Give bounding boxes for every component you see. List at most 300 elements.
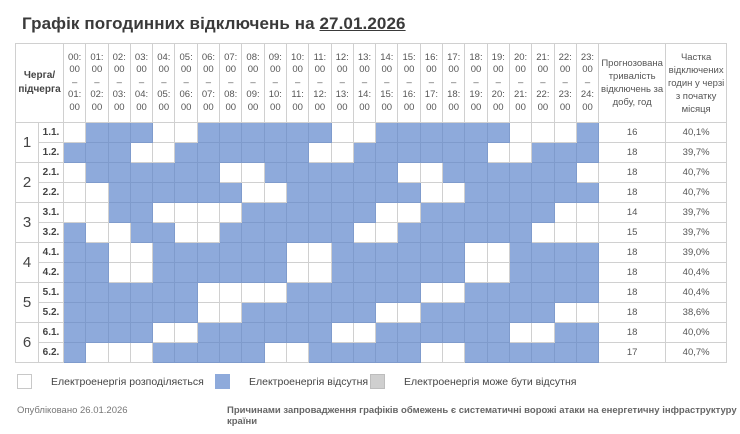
subqueue-label: 5.2. [39, 303, 64, 323]
outage-cell [197, 183, 219, 203]
subqueue-label: 1.1. [39, 123, 64, 143]
subqueue-label: 3.2. [39, 223, 64, 243]
power-cell [64, 123, 86, 143]
outage-cell [353, 263, 375, 283]
outage-cell [64, 263, 86, 283]
outage-cell [532, 303, 554, 323]
hour-header-part: – [384, 76, 390, 88]
hour-header-part: 00 [537, 101, 549, 113]
power-cell [197, 303, 219, 323]
power-cell [376, 303, 398, 323]
outage-cell [487, 283, 509, 303]
outage-cell [175, 183, 197, 203]
outage-cell [220, 263, 242, 283]
subqueue-label: 4.1. [39, 243, 64, 263]
hour-header [264, 44, 286, 123]
hour-header-part: – [294, 76, 301, 88]
outage-cell [376, 123, 398, 143]
power-cell [64, 203, 86, 223]
outage-cell [509, 343, 531, 363]
power-cell [64, 163, 86, 183]
hour-header-part: 00 [559, 101, 571, 113]
hour-header-part: – [495, 76, 501, 88]
outage-cell [353, 143, 375, 163]
outage-cell [509, 283, 531, 303]
hour-header-part: 17: [447, 51, 461, 63]
hour-header-part: 13: [357, 51, 372, 63]
hour-header-part: 15: [380, 89, 394, 101]
outage-cell [86, 143, 108, 163]
outage-cell [108, 323, 130, 343]
outage-cell [443, 263, 465, 283]
outage-cell [242, 263, 264, 283]
hour-header-part: 00 [403, 101, 415, 113]
power-cell [576, 203, 598, 223]
outage-cell [286, 123, 308, 143]
subqueue-label: 6.1. [39, 323, 64, 343]
power-cell [376, 203, 398, 223]
hour-header-part: – [451, 76, 457, 88]
outage-cell [509, 263, 531, 283]
outage-cell [331, 203, 353, 223]
outage-cell [264, 223, 286, 243]
legend-maybe-label: Електроенергія може бути відсутня [404, 375, 577, 388]
outage-cell [64, 283, 86, 303]
power-cell [509, 323, 531, 343]
outage-cell [465, 183, 487, 203]
subqueue-label: 3.1. [39, 203, 64, 223]
hour-header-part: 00 [113, 64, 125, 76]
hour-header-part: 17: [424, 89, 438, 101]
month-share: 39,7% [666, 223, 727, 243]
month-share: 40,1% [666, 123, 727, 143]
outage-cell [487, 163, 509, 183]
hour-header-part: – [250, 76, 256, 88]
outage-cell [264, 123, 286, 143]
hour-header-part: 00 [537, 64, 549, 76]
outage-cell [376, 243, 398, 263]
header-row [16, 44, 727, 123]
power-cell [108, 343, 130, 363]
hour-header-part: 19: [491, 51, 505, 63]
hour-header [309, 44, 331, 123]
share-header: Частка відключених годин у черзі з початку місяця [666, 44, 727, 123]
outage-cell [242, 223, 264, 243]
outage-cell [86, 243, 108, 263]
hour-header-part: 21: [513, 89, 528, 101]
hour-header-part: 03: [112, 89, 126, 101]
outage-cell [130, 323, 152, 343]
outage-cell [264, 263, 286, 283]
month-share: 40,7% [666, 183, 727, 203]
outage-cell [509, 163, 531, 183]
month-share: 39,7% [666, 143, 727, 163]
hour-header-part: 00 [493, 64, 504, 76]
hour-header [242, 44, 264, 123]
forecast-hours: 18 [599, 303, 666, 323]
outage-cell [487, 203, 509, 223]
power-cell [487, 263, 509, 283]
hour-header-part: 06: [201, 51, 216, 63]
hour-header-part: – [562, 76, 568, 88]
subqueue-label: 6.2. [39, 343, 64, 363]
power-cell [130, 343, 152, 363]
hour-header-part: 11: [291, 89, 304, 101]
hour-header-part: 08: [224, 89, 238, 101]
hour-header-part: 18: [447, 89, 461, 101]
queue-number: 3 [16, 203, 39, 243]
power-cell [153, 123, 175, 143]
outage-cell [509, 243, 531, 263]
hour-header-part: 00 [336, 64, 348, 76]
outage-cell [242, 343, 264, 363]
outage-cell [353, 283, 375, 303]
power-cell [532, 323, 554, 343]
subqueue-label: 2.2. [39, 183, 64, 203]
outage-cell [398, 323, 420, 343]
hour-header-part: – [161, 76, 167, 88]
forecast-hours: 18 [599, 163, 666, 183]
outage-cell [554, 183, 576, 203]
outage-cell [108, 203, 130, 223]
hour-header-part: – [339, 76, 345, 88]
outage-cell [286, 283, 308, 303]
outage-cell [86, 163, 108, 183]
power-cell [532, 123, 554, 143]
outage-cell [353, 243, 375, 263]
outage-cell [220, 183, 242, 203]
outage-cell [86, 283, 108, 303]
power-cell [554, 303, 576, 323]
outage-cell [398, 223, 420, 243]
hour-header-part: 00 [203, 64, 214, 76]
hour-header-part: 00 [493, 101, 504, 113]
outage-cell [443, 123, 465, 143]
month-share: 39,7% [666, 203, 727, 223]
hour-header-part: 05: [157, 89, 171, 101]
power-cell [353, 223, 375, 243]
outage-cell [130, 283, 152, 303]
outage-cell [376, 323, 398, 343]
outage-cell [130, 203, 152, 223]
hour-header [576, 44, 598, 123]
forecast-hours: 18 [599, 283, 666, 303]
outage-cell [353, 343, 375, 363]
power-cell [465, 243, 487, 263]
outage-cell [86, 323, 108, 343]
hour-header [175, 44, 197, 123]
outage-cell [286, 163, 308, 183]
power-cell [86, 343, 108, 363]
hour-header-part: 00 [403, 64, 415, 76]
outage-cell [532, 183, 554, 203]
hour-header-part: 20: [513, 51, 528, 63]
outage-cell [398, 123, 420, 143]
power-cell [331, 143, 353, 163]
hour-header-part: 00 [448, 64, 459, 76]
outage-cell [576, 343, 598, 363]
hour-header-part: 05: [179, 51, 193, 63]
power-cell [443, 343, 465, 363]
outage-cell [286, 303, 308, 323]
outage-cell [64, 323, 86, 343]
power-cell [398, 163, 420, 183]
table-row [16, 263, 727, 283]
outage-cell [331, 163, 353, 183]
outage-cell [175, 283, 197, 303]
table-row [16, 303, 727, 323]
outage-cell [220, 343, 242, 363]
hour-header-part: – [428, 76, 435, 88]
forecast-hours: 18 [599, 323, 666, 343]
outage-cell [197, 243, 219, 263]
power-cell [420, 183, 442, 203]
queue-header [16, 44, 64, 123]
outage-cell [153, 283, 175, 303]
outage-cell [309, 203, 331, 223]
hour-header-part: 00 [359, 64, 370, 76]
hour-header-part: – [228, 76, 234, 88]
hour-header-part: 23: [580, 51, 595, 63]
queue-number: 5 [16, 283, 39, 323]
outage-cell [509, 183, 531, 203]
hour-header [153, 44, 175, 123]
power-cell [286, 343, 308, 363]
hour-header-part: 22: [558, 51, 572, 63]
hour-header-part: – [473, 76, 479, 88]
month-share: 40,0% [666, 323, 727, 343]
power-cell [130, 143, 152, 163]
power-cell [264, 283, 286, 303]
outage-cell [130, 183, 152, 203]
outage-cell [420, 243, 442, 263]
hour-header-part: 00 [515, 101, 526, 113]
hour-header-part: 00 [381, 64, 393, 76]
hour-header [376, 44, 398, 123]
hour-header-part: 06: [179, 89, 193, 101]
hour-header-part: 00 [470, 64, 482, 76]
hour-header-part: 00 [314, 64, 326, 76]
power-cell [576, 223, 598, 243]
footer-note: Причинами запровадження графіків обмежень є систематичні ворожі атаки на енергетичну інфраструктуру країни [227, 405, 737, 427]
outage-cell [197, 143, 219, 163]
hour-header-part: 00 [359, 101, 370, 113]
outage-cell [86, 303, 108, 323]
outage-cell [309, 183, 331, 203]
outage-cell [220, 243, 242, 263]
outage-schedule-table [15, 43, 727, 363]
outage-cell [487, 183, 509, 203]
outage-cell [175, 303, 197, 323]
subqueue-label: 5.1. [39, 283, 64, 303]
hour-header-part: 09: [268, 51, 282, 63]
month-share: 40,4% [666, 283, 727, 303]
table-row [16, 283, 727, 303]
power-cell [443, 183, 465, 203]
hour-header-part: 09: [246, 89, 260, 101]
power-cell [108, 223, 130, 243]
hour-header-part: 00 [69, 64, 80, 76]
legend-available-label: Електроенергія розподіляється [51, 375, 204, 388]
outage-cell [220, 323, 242, 343]
table-row [16, 203, 727, 223]
hour-header-part: 00 [203, 101, 214, 113]
month-share: 40,7% [666, 343, 727, 363]
power-cell [220, 163, 242, 183]
outage-cell [532, 263, 554, 283]
outage-cell [398, 183, 420, 203]
outage-cell [576, 263, 598, 283]
table-row [16, 243, 727, 263]
outage-cell [465, 143, 487, 163]
power-cell [487, 143, 509, 163]
queue-header-line1: Черга/ [23, 70, 56, 81]
outage-cell [465, 203, 487, 223]
outage-cell [420, 143, 442, 163]
outage-cell [64, 223, 86, 243]
power-cell [576, 303, 598, 323]
power-cell [175, 203, 197, 223]
hour-header [509, 44, 531, 123]
hour-header-part: 00 [136, 101, 147, 113]
power-cell [286, 263, 308, 283]
blue-swatch-icon [215, 374, 230, 389]
hour-header-part: 00 [69, 101, 80, 113]
power-cell [86, 223, 108, 243]
hour-header [353, 44, 375, 123]
hour-header-part: 10: [291, 51, 305, 63]
power-cell [465, 263, 487, 283]
hour-header-part: 00 [314, 101, 326, 113]
outage-cell [398, 143, 420, 163]
outage-cell [197, 123, 219, 143]
power-cell [108, 263, 130, 283]
hour-header-part: – [361, 76, 368, 88]
outage-cell [353, 163, 375, 183]
hour-header-part: 16: [424, 51, 438, 63]
outage-cell [465, 323, 487, 343]
outage-cell [242, 143, 264, 163]
hour-header [532, 44, 554, 123]
outage-cell [353, 303, 375, 323]
outage-cell [576, 283, 598, 303]
power-cell [242, 183, 264, 203]
hour-header-part: 16: [402, 89, 416, 101]
hour-header [331, 44, 353, 123]
outage-cell [398, 243, 420, 263]
outage-cell [443, 203, 465, 223]
outage-cell [153, 263, 175, 283]
hour-header-part: 12: [335, 51, 349, 63]
outage-cell [264, 303, 286, 323]
outage-cell [264, 143, 286, 163]
hour-header [220, 44, 242, 123]
forecast-hours: 16 [599, 123, 666, 143]
table-row [16, 343, 727, 363]
subqueue-label: 1.2. [39, 143, 64, 163]
hour-header-part: – [540, 76, 546, 88]
hour-header [197, 44, 219, 123]
outage-cell [554, 283, 576, 303]
hour-header-part: 04: [157, 51, 171, 63]
outage-cell [130, 163, 152, 183]
month-share: 38,6% [666, 303, 727, 323]
outage-cell [576, 243, 598, 263]
power-cell [242, 163, 264, 183]
outage-cell [398, 263, 420, 283]
hour-header-part: – [517, 76, 524, 88]
hour-header-part: – [272, 76, 278, 88]
legend-off-label: Електроенергія відсутня [249, 375, 369, 388]
power-cell [175, 123, 197, 143]
power-cell [420, 283, 442, 303]
outage-cell [443, 143, 465, 163]
outage-cell [376, 183, 398, 203]
power-cell [197, 223, 219, 243]
outage-cell [175, 263, 197, 283]
forecast-hours: 18 [599, 183, 666, 203]
outage-cell [108, 303, 130, 323]
legend-available [17, 374, 204, 389]
forecast-header: Прогнозована тривалість відключень за добу, год [599, 44, 666, 123]
forecast-hours: 17 [599, 343, 666, 363]
subqueue-label: 2.1. [39, 163, 64, 183]
hour-header-part: 00 [381, 101, 393, 113]
power-cell [220, 283, 242, 303]
hour-header [64, 44, 86, 123]
outage-cell [376, 263, 398, 283]
outage-cell [108, 283, 130, 303]
outage-cell [532, 203, 554, 223]
hour-header-part: 14: [380, 51, 394, 63]
hour-header-part: 00 [91, 101, 103, 113]
outage-cell [220, 223, 242, 243]
hour-header-part: 00 [247, 101, 259, 113]
outage-cell [554, 163, 576, 183]
outage-cell [108, 123, 130, 143]
power-cell [264, 183, 286, 203]
hour-header-part: – [183, 76, 189, 88]
outage-cell [153, 223, 175, 243]
hour-header-part: 00 [559, 64, 571, 76]
hour-header-part: 01: [68, 89, 82, 101]
queue-number: 6 [16, 323, 39, 363]
outage-cell [420, 123, 442, 143]
outage-cell [465, 343, 487, 363]
hour-header-part: – [116, 76, 122, 88]
outage-cell [509, 303, 531, 323]
outage-cell [576, 183, 598, 203]
power-cell [86, 183, 108, 203]
hour-header-part: 23: [558, 89, 572, 101]
outage-cell [309, 163, 331, 183]
outage-cell [554, 323, 576, 343]
hour-header-part: 18: [469, 51, 483, 63]
power-cell [108, 243, 130, 263]
outage-cell [398, 283, 420, 303]
power-cell [242, 283, 264, 303]
outage-cell [398, 343, 420, 363]
outage-cell [443, 223, 465, 243]
hour-header-part: 00 [270, 101, 281, 113]
queue-number: 1 [16, 123, 39, 163]
hour-header [487, 44, 509, 123]
outage-cell [331, 183, 353, 203]
outage-cell [353, 203, 375, 223]
hour-header-part: 00 [292, 101, 303, 113]
hour-header-part: 07: [201, 89, 216, 101]
power-cell [197, 203, 219, 223]
